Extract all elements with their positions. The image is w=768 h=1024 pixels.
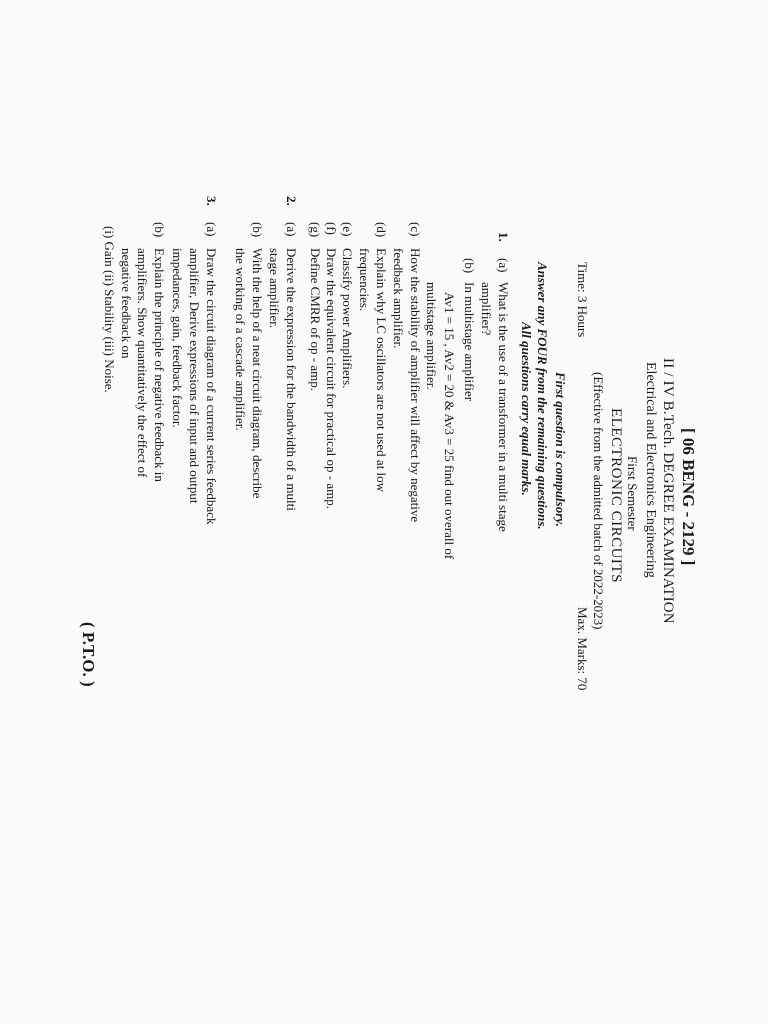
q3a-text-cont2: impedances, gain, feedback factor.	[170, 248, 185, 428]
q3b-text: Explain the principle of negative feedback in	[152, 248, 167, 482]
q2a-text: Derive the expression for the bandwidth of a multi	[284, 248, 299, 511]
q1d-label: (d)	[374, 222, 389, 238]
q2b-text: With the help of a neat circuit diagram, describe	[250, 248, 265, 499]
q3-number: 3.	[204, 196, 219, 206]
time-allowed: Time: 3 Hours	[575, 262, 590, 338]
q1-number: 1.	[496, 232, 511, 242]
q1b-text-cont: multistage amplifier.	[424, 282, 439, 390]
instruction-compulsory: First question is compulsory.	[553, 372, 568, 527]
q1g-label: (g)	[308, 222, 323, 238]
q1b-text: In multistage amplifier	[462, 282, 477, 402]
pto-marker: ( P.T.O. )	[79, 622, 98, 687]
q1c-text-cont: feedback amplifier.	[391, 248, 406, 349]
branch: Electrical and Electronics Engineering	[643, 362, 658, 578]
q3b-text-cont: amplifiers. Show quantitatively the effect of	[135, 248, 150, 478]
q1d-text: Explain why LC oscillators are not used at low	[374, 248, 389, 493]
q2b-label: (b)	[250, 222, 265, 238]
q1d-text-cont: frequencies.	[357, 248, 372, 312]
q3b-text-cont2: negative feedback on	[119, 248, 134, 359]
q3a-text: Draw the circuit diagram of a current series feedback	[204, 248, 219, 525]
q3a-label: (a)	[204, 222, 219, 237]
q1b-label: (b)	[462, 258, 477, 274]
paper-code: [ 06 BENG - 2129 ]	[679, 428, 698, 566]
q1e-label: (e)	[340, 222, 355, 237]
q1c-label: (c)	[408, 222, 423, 237]
q2a-label: (a)	[284, 222, 299, 237]
q1f-text: Draw the equivalent circuit for practical op - amp.	[324, 248, 339, 509]
q1e-text: Classify power Amplifiers.	[340, 248, 355, 389]
degree-line: II / IV B.Tech. DEGREE EXAMINATION	[660, 358, 676, 624]
max-marks: Max. Marks: 70	[575, 607, 590, 691]
q1a-label: (a)	[496, 258, 511, 273]
q2a-text-cont: stage amplifier.	[267, 248, 282, 329]
q1c-text: How the stability of amplifier will affect by negative	[408, 248, 423, 523]
subject-title: ELECTRONIC CIRCUITS	[608, 408, 624, 583]
q1a-text: What is the use of a transformer in a multi stage	[496, 282, 511, 532]
q1g-text: Define CMRR of op - amp.	[308, 248, 323, 391]
instruction-equal-marks: All questions carry equal marks.	[519, 322, 534, 496]
effective-batch: (Effective from the admitted batch of 2022-2023)	[591, 372, 606, 630]
q1a-text-cont: amplifier?	[479, 282, 494, 336]
q2b-text-cont: the working of a cascade amplifier.	[233, 248, 248, 431]
q2-number: 2.	[284, 196, 299, 206]
q3a-text-cont: amplifier, Derive expressions of input and output	[187, 248, 202, 504]
instruction-answer-four: Answer any FOUR from the remaining questions.	[535, 262, 550, 530]
q3b-subparts: (i) Gain (ii) Stability (iii) Noise.	[102, 226, 117, 393]
exam-sheet	[79, 196, 698, 722]
q1f-label: (f)	[324, 222, 339, 235]
q1b-formula: Av1 = 15 , Av2 = 20 & Av3 = 25 find out overall of	[442, 292, 457, 560]
q3b-label: (b)	[152, 222, 167, 238]
semester: First Semester	[625, 456, 640, 531]
